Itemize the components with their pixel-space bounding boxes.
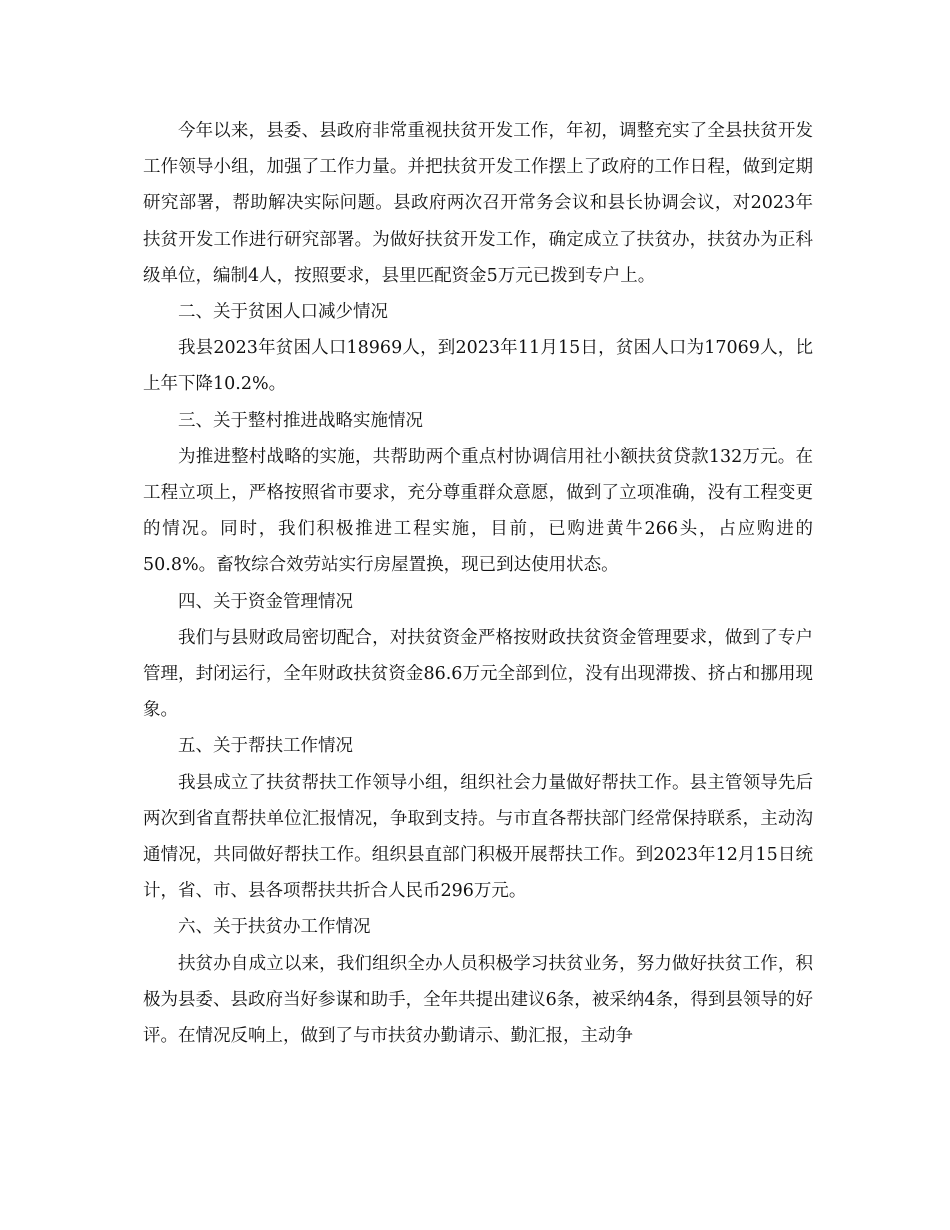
- paragraph-intro: 今年以来，县委、县政府非常重视扶贫开发工作，年初，调整充实了全县扶贫开发工作领导小组，加强了工作力量。并把扶贫开发工作摆上了政府的工作日程，做到定期研究部署，帮助解决实际问题。县政府两次召开常务会议和县长协调会议，对2023年扶贫开发工作进行研究部署。为做好扶贫开发工作，确定成立了扶贫办，扶贫办为正科级单位，编制4人，按照要求，县里匹配资金5万元已拨到专户上。: [143, 121, 813, 286]
- section-heading-2: 二、关于贫困人口减少情况: [178, 302, 388, 323]
- section-heading-5: 五、关于帮扶工作情况: [178, 736, 353, 757]
- section-heading-6: 六、关于扶贫办工作情况: [178, 917, 371, 938]
- paragraph-poverty-population: 我县2023年贫困人口18969人，到2023年11月15日，贫困人口为17069人，比上年下降10.2%。: [143, 338, 813, 395]
- section-heading-3: 三、关于整村推进战略实施情况: [178, 410, 423, 431]
- document-body: [143, 113, 813, 1054]
- paragraph-office-work: 扶贫办自成立以来，我们组织全办人员积极学习扶贫业务，努力做好扶贫工作，积极为县委、县政府当好参谋和助手，全年共提出建议6条，被采纳4条，得到县领导的好评。在情况反响上，做到了与市扶贫办勤请示、勤汇报，主动争: [143, 953, 813, 1047]
- section-heading-4: 四、关于资金管理情况: [178, 591, 353, 612]
- paragraph-assistance-work: 我县成立了扶贫帮扶工作领导小组，组织社会力量做好帮扶工作。县主管领导先后两次到省直帮扶单位汇报情况，争取到支持。与市直各帮扶部门经常保持联系，主动沟通情况，共同做好帮扶工作。组织县直部门积极开展帮扶工作。到2023年12月15日统计，省、市、县各项帮扶共折合人民币296万元。: [143, 772, 813, 902]
- paragraph-village-strategy: 为推进整村战略的实施，共帮助两个重点村协调信用社小额扶贫贷款132万元。在工程立项上，严格按照省市要求，充分尊重群众意愿，做到了立项准确，没有工程变更的情况。同时，我们积极推进工程实施，目前，已购进黄牛266头，占应购进的50.8%。畜牧综合效劳站实行房屋置换，现已到达使用状态。: [143, 446, 813, 576]
- paragraph-fund-management: 我们与县财政局密切配合，对扶贫资金严格按财政扶贫资金管理要求，做到了专户管理，封闭运行，全年财政扶贫资金86.6万元全部到位，没有出现滞拨、挤占和挪用现象。: [143, 627, 813, 721]
